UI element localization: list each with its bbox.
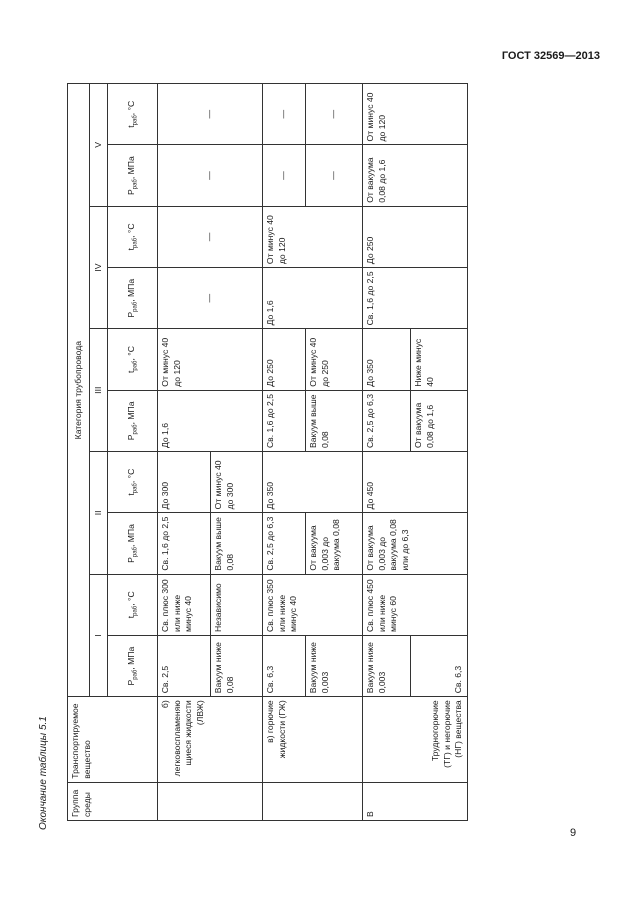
substance-tg: Трудногорючие (ТГ) и негорючие (НГ) вещества: [363, 697, 468, 782]
cell: Св. 1,6 до 2,5: [158, 513, 211, 574]
dash: —: [263, 84, 306, 145]
category-ii: II: [90, 452, 108, 575]
cell: До 250: [263, 329, 306, 390]
cell: Вакуум выше 0,08: [306, 390, 363, 451]
category-header: Категория трубопровода: [68, 84, 90, 697]
cell: Вакуум ниже 0,003: [306, 635, 363, 696]
category-v: V: [90, 84, 108, 207]
cell: Св. 6,3: [263, 635, 306, 696]
group-cell-empty: [158, 782, 263, 820]
cell: До 1,6: [158, 390, 263, 451]
p-header: $P_{раб}$, МПа: [108, 145, 158, 206]
cell: От минус 40 до 120: [158, 329, 263, 390]
substance-lvzh: б) легковоспламеняющиеся жидкости (ЛВЖ): [158, 697, 263, 782]
cell: От минус 40 до 120: [363, 84, 468, 145]
dash: —: [158, 268, 263, 329]
cell: Св. 6,3: [411, 635, 468, 696]
t-header: $t_{раб}$, °С: [108, 329, 158, 390]
group-v: В: [363, 782, 468, 820]
cell: От минус 40 до 300: [211, 452, 263, 513]
cell: От вакуума 0,003 до вакуума 0,08 или до 6,3: [363, 513, 468, 574]
t-header: $t_{раб}$, °С: [108, 452, 158, 513]
cell: Св. плюс 350 или ниже минус 40: [263, 574, 363, 635]
dash: —: [263, 145, 306, 206]
category-i: I: [90, 574, 108, 697]
cell: До 250: [363, 206, 468, 267]
cell: Св. 2,5 до 6,3: [263, 513, 306, 574]
dash: —: [158, 145, 263, 206]
cell: До 300: [158, 452, 211, 513]
t-header: $t_{раб}$, °С: [108, 574, 158, 635]
cell: Св. 2,5: [158, 635, 211, 696]
dash: —: [158, 206, 263, 267]
cell: До 350: [363, 329, 411, 390]
cell: Вакуум ниже 0,08: [211, 635, 263, 696]
cell: Св. плюс 450 или ниже минус 60: [363, 574, 468, 635]
p-header: $P_{раб}$, МПа: [108, 635, 158, 696]
table-stage: [67, 83, 467, 821]
cell: Св. плюс 300 или ниже минус 40: [158, 574, 211, 635]
substance-gzh: в) горючие жидкости (ГЖ): [263, 697, 363, 782]
table-caption: Окончание таблицы 5.1: [38, 716, 49, 830]
p-header: $P_{раб}$, МПа: [108, 268, 158, 329]
cell: До 350: [263, 452, 363, 513]
col-substance-header: Транспортируемое вещество: [68, 697, 158, 782]
cell: От вакуума 0,08 до 1,6: [363, 145, 468, 206]
category-iv: IV: [90, 206, 108, 329]
cell: Ниже минус 40: [411, 329, 468, 390]
cell: Св. 2,5 до 6,3: [363, 390, 411, 451]
category-table: [67, 83, 468, 821]
cell: От вакуума 0,08 до 1,6: [411, 390, 468, 451]
cell: До 1,6: [263, 268, 363, 329]
t-header: $t_{раб}$, °С: [108, 84, 158, 145]
cell: Вакуум выше 0,08: [211, 513, 263, 574]
dash: —: [306, 84, 363, 145]
col-group-header: Группа среды: [68, 782, 158, 820]
cell: Св. 1,6 до 2,5: [363, 268, 468, 329]
cell: От вакуума 0,003 до вакуума 0,08: [306, 513, 363, 574]
dash: —: [306, 145, 363, 206]
cell: Независимо: [211, 574, 263, 635]
cell: До 450: [363, 452, 468, 513]
cell: От минус 40 до 250: [306, 329, 363, 390]
t-header: $t_{раб}$, °С: [108, 206, 158, 267]
dash: —: [158, 84, 263, 145]
p-header: $P_{раб}$, МПа: [108, 390, 158, 451]
group-cell-empty: [263, 782, 363, 820]
standard-header: ГОСТ 32569—2013: [501, 50, 600, 62]
p-header: $P_{раб}$, МПа: [108, 513, 158, 574]
cell: Св. 1,6 до 2,5: [263, 390, 306, 451]
category-iii: III: [90, 329, 108, 452]
cell: От минус 40 до 120: [263, 206, 363, 267]
cell: Вакуум ниже 0,003: [363, 635, 411, 696]
page-number: 9: [570, 827, 577, 839]
